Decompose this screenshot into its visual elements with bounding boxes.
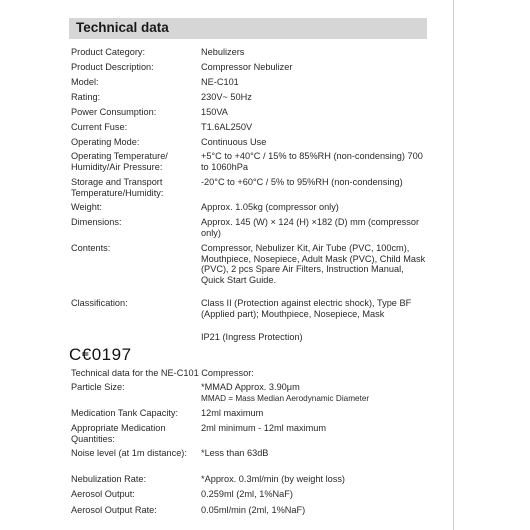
spec-label: Storage and Transport Temperature/Humidity: xyxy=(71,177,164,198)
spec-label: Classification: xyxy=(71,298,128,308)
spec-value: Compressor Nebulizer xyxy=(201,62,293,72)
spec-label: Product Category: xyxy=(71,47,146,57)
spec-value: 0.259ml (2ml, 1%NaF) xyxy=(201,489,293,499)
spec-label: Particle Size: xyxy=(71,382,125,392)
section-title: Technical data xyxy=(76,20,169,35)
spec-value: 2ml minimum - 12ml maximum xyxy=(201,423,327,433)
spec-label: Noise level (at 1m distance): xyxy=(71,448,187,458)
spec-label: Appropriate Medication Quantities: xyxy=(71,423,166,444)
spec-value: Approx. 1.05kg (compressor only) xyxy=(201,202,339,212)
spec-value: Approx. 145 (W) × 124 (H) ×182 (D) mm (compressor only) xyxy=(201,217,420,238)
spec-value: Continuous Use xyxy=(201,137,267,147)
spec-label: Weight: xyxy=(71,202,102,212)
spec-value: 150VA xyxy=(201,107,228,117)
spec-label: Product Description: xyxy=(71,62,154,72)
spec-value-main: *MMAD Approx. 3.90μm xyxy=(201,382,300,392)
spec-value: 0.05ml/min (2ml, 1%NaF) xyxy=(201,505,306,515)
spec-value: IP21 (Ingress Protection) xyxy=(201,332,303,342)
spec-label: Operating Temperature/ Humidity/Air Pressure: xyxy=(71,151,168,172)
spec-label: Dimensions: xyxy=(71,217,122,227)
spec-label: Nebulization Rate: xyxy=(71,474,147,484)
spec-value: *Approx. 0.3ml/min (by weight loss) xyxy=(201,474,345,484)
compressor-section-title: Technical data for the NE-C101 Compressor: xyxy=(71,368,254,378)
spec-value: Class II (Protection against electric shock), Type BF (Applied part); Mouthpiece, Nosepiece, Mask xyxy=(201,298,412,319)
spec-value: +5°C to +40°C / 15% to 85%RH (non-condensing) 700 to 1060hPa xyxy=(201,151,423,172)
spec-value-note: MMAD = Mass Median Aerodynamic Diameter xyxy=(201,393,370,403)
spec-label: Rating: xyxy=(71,92,101,102)
spec-label: Current Fuse: xyxy=(71,122,128,132)
ce-mark: C€0197 xyxy=(69,345,132,364)
spec-value: *Less than 63dB xyxy=(201,448,269,458)
spec-value: NE-C101 xyxy=(201,77,239,87)
spec-label: Power Consumption: xyxy=(71,107,157,117)
spec-label: Model: xyxy=(71,77,99,87)
spec-label: Operating Mode: xyxy=(71,137,140,147)
spec-label: Aerosol Output: xyxy=(71,489,135,499)
spec-value xyxy=(201,382,427,404)
spec-label: Medication Tank Capacity: xyxy=(71,408,179,418)
spec-value: -20°C to +60°C / 5% to 95%RH (non-condensing) xyxy=(201,177,403,187)
spec-value: 230V~ 50Hz xyxy=(201,92,252,102)
spec-value: T1.6AL250V xyxy=(201,122,253,132)
divider xyxy=(453,0,454,530)
spec-label: Contents: xyxy=(71,243,111,253)
spec-value: 12ml maximum xyxy=(201,408,264,418)
spec-value: Compressor, Nebulizer Kit, Air Tube (PVC, 100cm), Mouthpiece, Nosepiece, Adult Mask (PVC), Child Mask (PVC), 2 pcs Spare Air Filters, Instruction Manual, Quick Start Guide. xyxy=(201,243,426,285)
spec-label: Aerosol Output Rate: xyxy=(71,505,157,515)
spec-value: Nebulizers xyxy=(201,47,245,57)
